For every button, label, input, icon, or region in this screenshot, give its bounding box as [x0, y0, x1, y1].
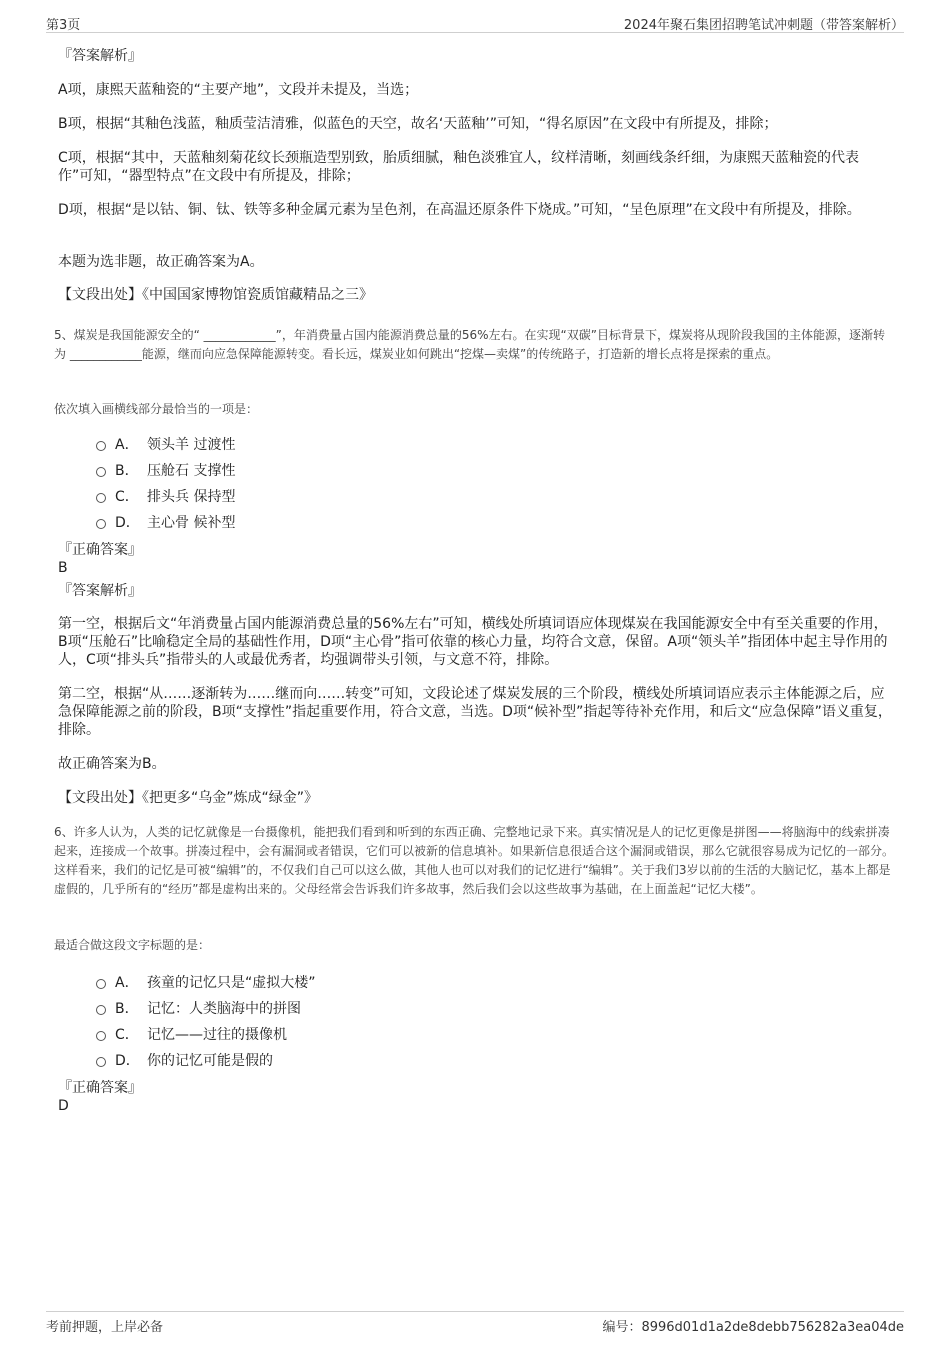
q4-analysis-c: C项，根据“其中，天蓝釉刻菊花纹长颈瓶造型别致，胎质细腻，釉色淡雅宜人，纹样清晰，刻画线条纤细，为康熙天蓝釉瓷的代表作”可知，“器型特点”在文段中有所提及，排除； [58, 150, 860, 184]
q4-analysis-label: 『答案解析』 [58, 48, 142, 64]
radio-icon[interactable] [96, 441, 106, 451]
q5-prompt: 依次填入画横线部分最恰当的一项是： [54, 402, 259, 416]
q6-prompt: 最适合做这段文字标题的是： [54, 938, 211, 952]
q6-correct-answer: D [58, 1098, 69, 1114]
q6-option-a[interactable]: A． 孩童的记忆只是“虚拟大楼” [96, 972, 316, 992]
radio-icon[interactable] [96, 1057, 106, 1067]
q6-option-b[interactable]: B． 记忆：人类脑海中的拼图 [96, 998, 301, 1018]
document-title: 2024年聚石集团招聘笔试冲刺题（带答案解析） [623, 18, 904, 33]
q6-correct-label: 『正确答案』 [58, 1080, 142, 1096]
q5-correct-label: 『正确答案』 [58, 542, 142, 558]
q6-option-d[interactable]: D． 你的记忆可能是假的 [96, 1050, 273, 1070]
radio-icon[interactable] [96, 493, 106, 503]
page-footer [46, 1311, 904, 1335]
q4-analysis-b: B项，根据“其釉色浅蓝，釉质莹洁清雅，似蓝色的天空，故名‘天蓝釉’”可知，“得名原因”在文段中有所提及，排除； [58, 116, 778, 132]
q5-source: 【文段出处】《把更多“乌金”炼成“绿金”》 [58, 790, 319, 806]
q5-conclusion: 故正确答案为B。 [58, 756, 166, 772]
q5-option-d[interactable]: D． 主心骨 候补型 [96, 512, 235, 532]
q4-conclusion: 本题为选非题，故正确答案为A。 [58, 254, 264, 270]
q4-analysis-a: A项，康熙天蓝釉瓷的“主要产地”，文段并未提及，当选； [58, 82, 419, 98]
q6-stem: 6、许多人认为，人类的记忆就像是一台摄像机，能把我们看到和听到的东西正确、完整地记录下来。真实情况是人的记忆更像是拼图——将脑海中的线索拼凑起来，连接成一个故事。拼凑过程中，会有漏洞或者错误，它们可以被新的信息填补。如果新信息很适合这个漏洞或错误，那么它就很容易成为记忆的一部分。这样看来，我们的记忆是可被“编辑”的，不仅我们自己可以这么做，其他人也可以对我们的记忆进行“编辑”。关于我们3岁以前的生活的大脑记忆，基本上都是虚假的，几乎所有的“经历”都是虚构出来的。父母经常会告诉我们许多故事，然后我们会以这些故事为基础，在上面盖起“记忆大楼”。 [54, 825, 895, 896]
q5-analysis-blank1: 第一空，根据后文“年消费量占国内能源消费总量的56%左右”可知，横线处所填词语应体现煤炭在我国能源安全中有至关重要的作用，B项“压舱石”比喻稳定全局的基础性作用，D项“主心骨”指可依靠的核心力量，均符合文意，保留。A项“领头羊”指团体中起主导作用的人，C项“排头兵”指带头的人或最优秀者，均强调带头引领，与文意不符，排除。 [58, 616, 888, 668]
q5-analysis-label: 『答案解析』 [58, 583, 142, 599]
q5-stem: 5、煤炭是我国能源安全的“ ____________”，年消费量占国内能源消费总量的56%左右。在实现“双碳”目标背景下，煤炭将从现阶段我国的主体能源，逐渐转为 ____________能源，继而向应急保障能源转变。看长远，煤炭业如何跳出“挖煤—卖煤”的传统路子，打造新的增长点将是探索的重点。 [54, 328, 885, 361]
q5-option-a[interactable]: A． 领头羊 过渡性 [96, 434, 235, 454]
q5-analysis-blank2: 第二空，根据“从……逐渐转为……继而向……转变”可知，文段论述了煤炭发展的三个阶段，横线处所填词语应表示主体能源之后，应急保障能源之前的阶段，B项“支撑性”指起重要作用，符合文意，当选。D项“候补型”指起等待补充作用，和后文“应急保障”语义重复，排除。 [58, 686, 892, 738]
radio-icon[interactable] [96, 1005, 106, 1015]
document-id: 编号：8996d01d1a2de8debb756282a3ea04de [602, 1320, 904, 1335]
radio-icon[interactable] [96, 467, 106, 477]
q4-analysis-d: D项，根据“是以钴、铜、钛、铁等多种金属元素为呈色剂，在高温还原条件下烧成。”可知，“呈色原理”在文段中有所提及，排除。 [58, 202, 861, 218]
q4-source: 【文段出处】《中国国家博物馆瓷质馆藏精品之三》 [58, 287, 373, 303]
q5-option-c[interactable]: C． 排头兵 保持型 [96, 486, 235, 506]
page-number: 第3页 [46, 18, 81, 33]
footer-slogan: 考前押题，上岸必备 [46, 1320, 164, 1335]
q5-option-b[interactable]: B． 压舱石 支撑性 [96, 460, 235, 480]
radio-icon[interactable] [96, 1031, 106, 1041]
radio-icon[interactable] [96, 979, 106, 989]
radio-icon[interactable] [96, 519, 106, 529]
page-header [46, 14, 904, 33]
q5-correct-answer: B [58, 560, 68, 576]
q6-option-c[interactable]: C． 记忆——过往的摄像机 [96, 1024, 287, 1044]
